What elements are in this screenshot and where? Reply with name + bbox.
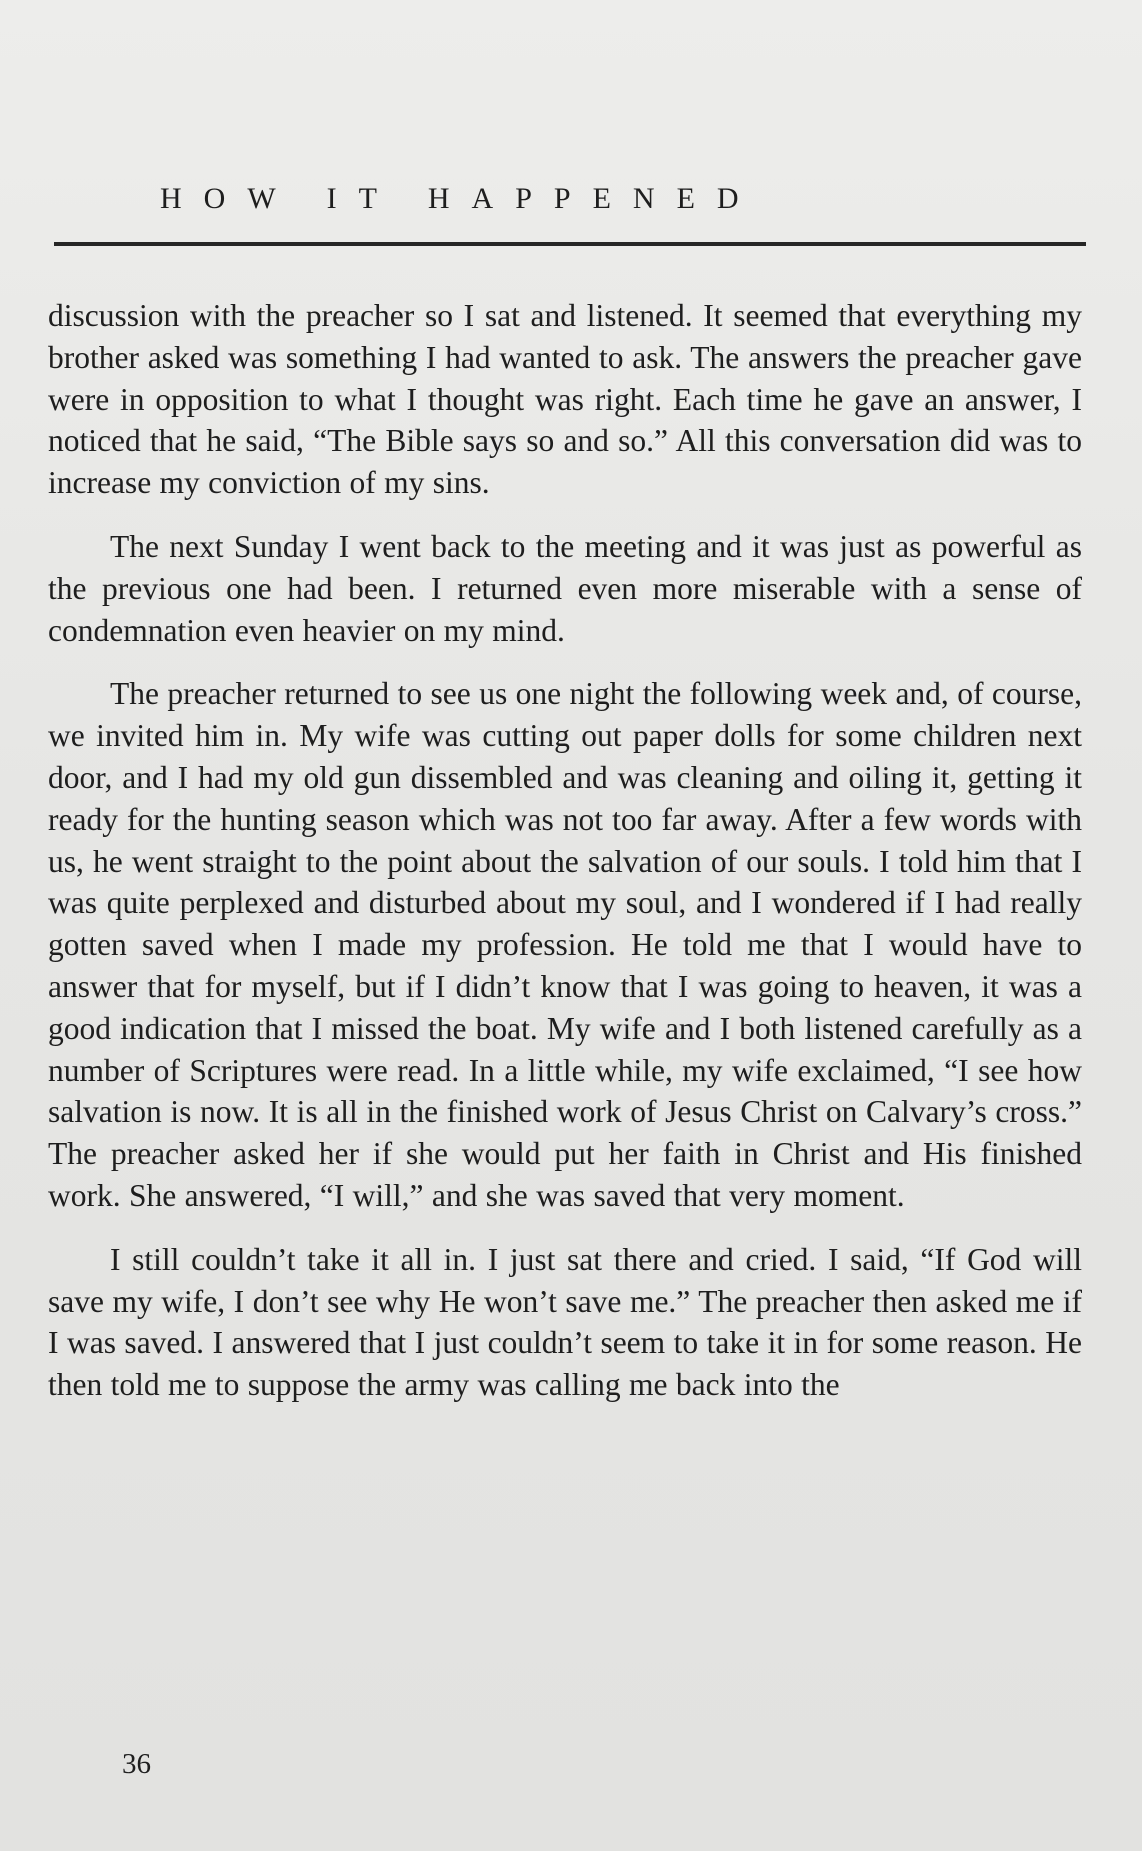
paragraph-3: The preacher returned to see us one night the following week and, of course, we invited him in. My wife was cutting out paper dolls for some children next door, and I had my old gun dissembled and was cleaning and oiling it, getting it ready for the hunting season which was not too far away. After a few words with us, he went straight to the point about the salvation of our souls. I told him that I was quite perplexed and disturbed about my soul, and I wondered if I had really gotten saved when I made my profession. He told me that I would have to answer that for myself, but if I didn’t know that I was going to heaven, it was a good indication that I missed the boat. My wife and I both listened carefully as a number of Scriptures were read. In a little while, my wife exclaimed, “I see how salvation is now. It is all in the finished work of Jesus Christ on Calvary’s cross.” The preacher asked her if she would put her faith in Christ and His finished work. She answered, “I will,” and she was saved that very moment.	[48, 676, 1082, 1213]
running-head: HOW IT HAPPENED	[160, 182, 761, 215]
paragraph-2: The next Sunday I went back to the meeting and it was just as powerful as the previous one had been. I returned even more miserable with a sense of condemnation even heavier on my mind.	[48, 528, 1082, 648]
paragraph-4: I still couldn’t take it all in. I just sat there and cried. I said, “If God will save my wife, I don’t see why He won’t save me.” The preacher then asked me if I was saved. I answered that I just couldn’t seem to take it in for some reason. He then told me to suppose the army was calling me back into the	[48, 1241, 1082, 1403]
paragraph-1: discussion with the preacher so I sat and listened. It seemed that everything my brother asked was something I had wanted to ask. The answers the preacher gave were in opposition to what I thought was right. Each time he gave an answer, I noticed that he said, “The Bible says so and so.” All this conversation did was to increase my conviction of my sins.	[48, 298, 1082, 501]
body-text	[48, 295, 1082, 1428]
header-rule	[54, 242, 1086, 246]
page-number: 36	[122, 1748, 151, 1780]
